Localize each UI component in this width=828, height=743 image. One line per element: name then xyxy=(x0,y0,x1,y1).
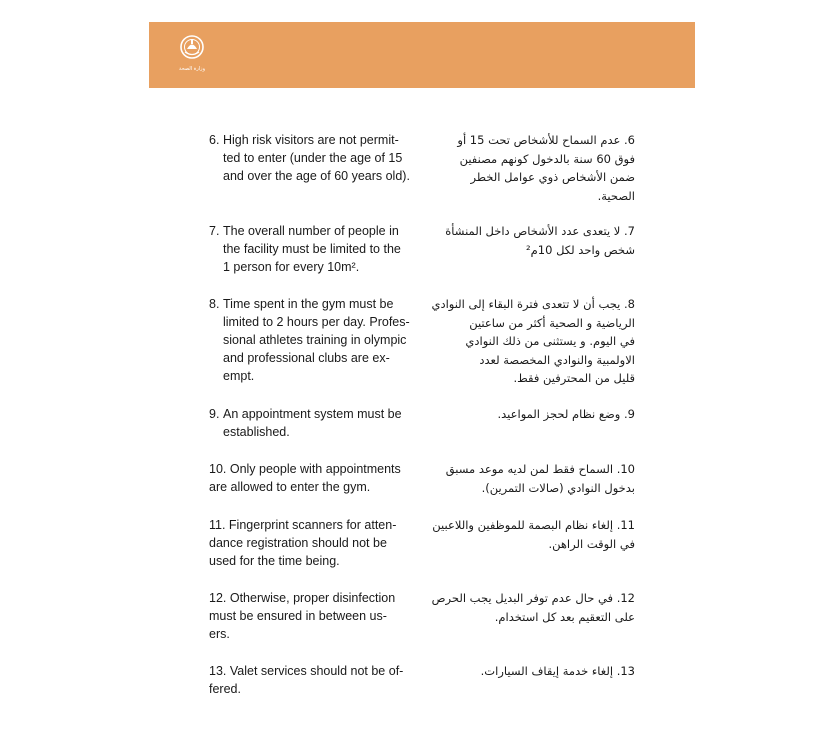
english-text xyxy=(209,460,421,496)
item-number: 8. xyxy=(209,297,220,311)
english-text xyxy=(209,589,421,643)
logo-text: وزارة الصحة xyxy=(179,66,205,72)
english-text xyxy=(209,662,421,698)
english-text xyxy=(209,131,421,185)
item-text-en: High risk visitors are not permit- ted to enter (under the age of 15 and over the age of 60 years old). xyxy=(223,133,410,183)
item-text-en: Time spent in the gym must be limited to 2 hours per day. Profes- sional athletes training in olympic and professional clubs are ex- empt. xyxy=(223,297,410,383)
item-text-en: An appointment system must be established. xyxy=(223,407,402,439)
item-text-en: The overall number of people in the facility must be limited to the 1 person for every 10m². xyxy=(223,224,401,274)
item-number: 7. xyxy=(209,224,220,238)
page-header xyxy=(149,22,695,88)
english-text xyxy=(209,516,421,570)
item-text-en: 11. Fingerprint scanners for atten- dance registration should not be used for the time being. xyxy=(209,518,397,568)
item-text-ar: 11. إلغاء نظام البصمة للموظفين واللاعبين في الوقت الراهن. xyxy=(432,518,635,551)
item-text-ar: 12. في حال عدم توفر البديل يجب الحرص على التعقيم بعد كل استخدام. xyxy=(431,591,635,624)
english-text xyxy=(209,222,421,276)
item-text-en: 12. Otherwise, proper disinfection must be ensured in between us- ers. xyxy=(209,591,396,641)
item-text-en: 13. Valet services should not be of- fered. xyxy=(209,664,404,696)
item-text-ar: 13. إلغاء خدمة إيقاف السيارات. xyxy=(480,664,635,678)
item-text-ar: 10. السماح فقط لمن لديه موعد مسبق بدخول النوادي (صالات التمرين). xyxy=(445,462,635,495)
item-text-ar: 8. يجب أن لا تتعدى فترة البقاء إلى النوادي الرياضية و الصحية أكثر من ساعتين في اليوم. و يستثنى من ذلك النوادي الاولمبية والنوادي المخصصة لعدد قليل من المحترفين فقط. xyxy=(431,297,635,385)
item-text-ar: 9. وضع نظام لحجز المواعيد. xyxy=(497,407,635,421)
item-number: 6. xyxy=(209,133,220,147)
ministry-emblem-icon xyxy=(176,32,208,76)
item-text-ar: 7. لا يتعدى عدد الأشخاص داخل المنشأة شخص واحد لكل 10م² xyxy=(445,224,635,257)
item-text-ar: 6. عدم السماح للأشخاص تحت 15 أو فوق 60 سنة بالدخول كونهم مصنفين ضمن الأشخاص ذوي عوامل الخطر الصحية. xyxy=(457,133,635,203)
item-number: 9. xyxy=(209,407,220,421)
english-text xyxy=(209,405,421,441)
english-text xyxy=(209,295,421,385)
item-text-en: 10. Only people with appointments are allowed to enter the gym. xyxy=(209,462,401,494)
